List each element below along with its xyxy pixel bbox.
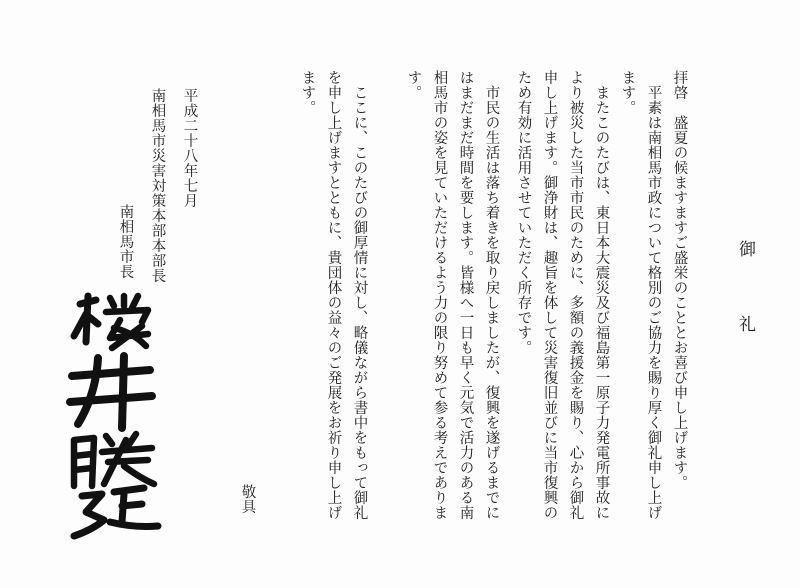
letter-line-6: 申し上げます。御浄財は、趣旨を体して災害復旧並びに当市復興の: [541, 70, 558, 520]
letter-line-13: を申し上げますとともに、貴団体の益々のご発展をお祈り申し上げ: [325, 70, 342, 520]
sender-position: 南相馬市長: [117, 204, 134, 279]
closing-phrase: 敬具: [239, 484, 256, 514]
signature-text: [162, 290, 163, 291]
letter-line-7: ため有効に活用させていただく所存です。: [515, 70, 532, 355]
sender-organization: 南相馬市災害対策本部本部長: [149, 88, 166, 283]
letter-line-9: はまだまだ時間を要します。皆様へ一日も早く元気で活力のある南: [457, 70, 474, 520]
letter-line-14: ます。: [299, 70, 316, 115]
handwritten-signature: [62, 290, 162, 540]
letter-line-10: 相馬市の姿を見ていただけるよう力の限り努めて参る考えでありま: [431, 70, 448, 520]
letter-date: 平成二十八年七月: [181, 88, 198, 208]
letter-line-5: より被災した当市市民のために、多額の義援金を賜り、心から御礼: [567, 70, 584, 520]
letter-line-1: 拝啓 盛夏の候ますますご盛栄のこととお喜び申し上げます。: [671, 70, 688, 490]
letter-line-11: す。: [405, 70, 422, 100]
letter-line-12: ここに、このたびの御厚情に対し、略儀ながら書中をもって御礼: [351, 70, 368, 520]
letter-title: 御礼: [735, 240, 755, 390]
letter-line-8: 市民の生活は落ち着きを取り戻しましたが、復興を遂げるまでに: [483, 70, 500, 520]
letter-line-2: 平素は南相馬市政について格別のご協力を賜り厚く御礼申し上げ: [645, 70, 662, 520]
letter-line-4: またこのたびは、東日本大震災及び福島第一原子力発電所事故に: [593, 70, 610, 520]
letter-line-3: ます。: [619, 70, 636, 115]
